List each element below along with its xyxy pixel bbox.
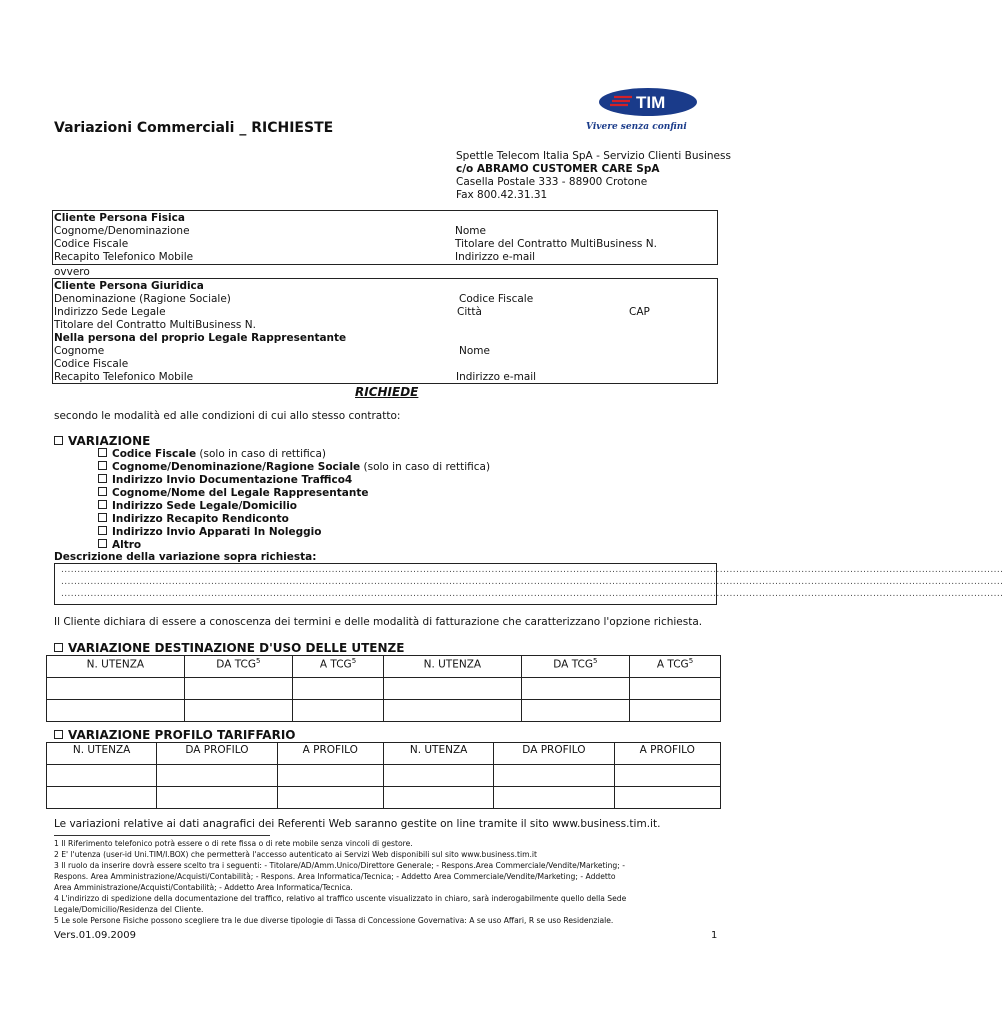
codice-fiscale-rapp-label: Codice Fiscale bbox=[54, 358, 129, 370]
table-cell[interactable] bbox=[630, 678, 721, 700]
column-header: DA PROFILO bbox=[157, 743, 277, 765]
dichiarazione-text: Il Cliente dichiara di essere a conoscenza dei termini e delle modalità di fatturazione che caratterizzano l'opzione richiesta. bbox=[54, 616, 703, 628]
address-line: c/o ABRAMO CUSTOMER CARE SpA bbox=[456, 163, 660, 175]
table-cell[interactable] bbox=[383, 787, 493, 809]
table-cell[interactable] bbox=[494, 765, 614, 787]
footnote: 4 L'indirizzo di spedizione della documentazione del traffico, relativo al traffico uscente visualizzato in chiaro, sarà inderogabilmente quello della Sede bbox=[54, 894, 627, 903]
codice-fiscale-label: Codice Fiscale bbox=[54, 238, 129, 250]
table-cell[interactable] bbox=[277, 765, 383, 787]
column-header: DA TCG$^5$ bbox=[521, 656, 629, 678]
citta-label: Città bbox=[457, 306, 482, 318]
table-cell[interactable] bbox=[184, 678, 292, 700]
destinazione-table bbox=[46, 655, 721, 722]
table-cell[interactable] bbox=[277, 787, 383, 809]
email-label: Indirizzo e-mail bbox=[455, 251, 536, 263]
profilo-section bbox=[54, 728, 296, 742]
table-row bbox=[47, 765, 721, 787]
table-row bbox=[47, 700, 721, 722]
table-cell[interactable] bbox=[521, 700, 629, 722]
option-item: Cognome/Nome del Legale Rappresentante bbox=[98, 487, 490, 500]
cap-label: CAP bbox=[629, 306, 650, 318]
table-cell[interactable] bbox=[157, 765, 277, 787]
table-header-row bbox=[47, 656, 721, 678]
option-item: Indirizzo Sede Legale/Domicilio bbox=[98, 500, 490, 513]
profilo-table bbox=[46, 742, 721, 809]
option-item: Cognome/Denominazione/Ragione Sociale (solo in caso di rettifica) bbox=[98, 461, 490, 474]
column-header: A TCG$^5$ bbox=[293, 656, 384, 678]
column-header: A TCG$^5$ bbox=[630, 656, 721, 678]
table-cell[interactable] bbox=[157, 787, 277, 809]
column-header: N. UTENZA bbox=[47, 656, 185, 678]
column-header: DA PROFILO bbox=[494, 743, 614, 765]
option-item: Indirizzo Invio Documentazione Traffico4 bbox=[98, 474, 490, 487]
footnote-divider bbox=[54, 835, 270, 836]
descrizione-label: Descrizione della variazione sopra richiesta: bbox=[54, 551, 317, 563]
recapito-mobile-label: Recapito Telefonico Mobile bbox=[54, 371, 194, 383]
option-item: Indirizzo Recapito Rendiconto bbox=[98, 513, 490, 526]
page-number: 1 bbox=[711, 930, 718, 941]
nome-label: Nome bbox=[455, 225, 486, 237]
dotted-line: ................................................................................................................................................................................................................................................................................................. bbox=[61, 589, 1003, 599]
indirizzo-sede-label: Indirizzo Sede Legale bbox=[54, 306, 166, 318]
option-checkbox[interactable] bbox=[98, 500, 107, 509]
column-header: N. UTENZA bbox=[383, 656, 521, 678]
option-checkbox[interactable] bbox=[98, 448, 107, 457]
column-header: DA TCG$^5$ bbox=[184, 656, 292, 678]
footnote: 2 E' l'utenza (user-id Uni.TIM/I.BOX) che permetterà l'accesso autenticato ai Servizi Web disponibili sul sito www.business.tim.it bbox=[54, 850, 537, 859]
cognome-denominazione-label: Cognome/Denominazione bbox=[54, 225, 190, 237]
denominazione-label: Denominazione (Ragione Sociale) bbox=[54, 293, 231, 305]
address-line: Casella Postale 333 - 88900 Crotone bbox=[456, 176, 648, 188]
tim-logo bbox=[598, 87, 698, 117]
variazione-checkbox[interactable] bbox=[54, 436, 63, 445]
table-header-row bbox=[47, 743, 721, 765]
option-item: Codice Fiscale (solo in caso di rettifica) bbox=[98, 448, 490, 461]
option-checkbox[interactable] bbox=[98, 461, 107, 470]
ovvero-label: ovvero bbox=[54, 266, 90, 278]
persona-giuridica-heading: Cliente Persona Giuridica bbox=[54, 280, 204, 292]
profilo-checkbox[interactable] bbox=[54, 730, 63, 739]
column-header: N. UTENZA bbox=[47, 743, 157, 765]
footnote: 3 Il ruolo da inserire dovrà essere scelto tra i seguenti: - Titolare/AD/Amm.Unico/Direttore Generale; - Respons.Area Commerciale/Vendite/Marketing; - bbox=[54, 861, 625, 870]
destinazione-heading: VARIAZIONE DESTINAZIONE D'USO DELLE UTENZE bbox=[68, 641, 405, 655]
table-cell[interactable] bbox=[614, 787, 720, 809]
footnote: 1 Il Riferimento telefonico potrà essere o di rete fissa o di rete mobile senza vincoli di gestore. bbox=[54, 839, 413, 848]
table-cell[interactable] bbox=[47, 678, 185, 700]
variazione-options bbox=[98, 448, 490, 552]
table-row bbox=[47, 787, 721, 809]
table-cell[interactable] bbox=[293, 700, 384, 722]
logo-text: TIM bbox=[636, 93, 666, 112]
option-checkbox[interactable] bbox=[98, 539, 107, 548]
table-cell[interactable] bbox=[47, 787, 157, 809]
destinazione-section bbox=[54, 641, 404, 655]
legale-rappresentante-heading: Nella persona del proprio Legale Rappresentante bbox=[54, 332, 347, 344]
table-cell[interactable] bbox=[383, 700, 521, 722]
option-checkbox[interactable] bbox=[98, 474, 107, 483]
richiede-heading: RICHIEDE bbox=[355, 385, 419, 399]
codice-fiscale-label: Codice Fiscale bbox=[459, 293, 534, 305]
table-cell[interactable] bbox=[521, 678, 629, 700]
option-item: Indirizzo Invio Apparati In Noleggio bbox=[98, 526, 490, 539]
web-note: Le variazioni relative ai dati anagrafici dei Referenti Web saranno gestite on line tramite il sito www.business.tim.it. bbox=[54, 818, 661, 830]
footnote: Legale/Domicilio/Residenza del Cliente. bbox=[54, 905, 204, 914]
intro-text: secondo le modalità ed alle condizioni di cui allo stesso contratto: bbox=[54, 410, 401, 422]
column-header: N. UTENZA bbox=[383, 743, 493, 765]
table-cell[interactable] bbox=[383, 678, 521, 700]
column-header: A PROFILO bbox=[277, 743, 383, 765]
option-checkbox[interactable] bbox=[98, 513, 107, 522]
variazione-heading: VARIAZIONE bbox=[68, 434, 151, 448]
version-label: Vers.01.09.2009 bbox=[54, 930, 136, 941]
email-label: Indirizzo e-mail bbox=[456, 371, 537, 383]
table-cell[interactable] bbox=[47, 765, 157, 787]
recapito-mobile-label: Recapito Telefonico Mobile bbox=[54, 251, 194, 263]
profilo-heading: VARIAZIONE PROFILO TARIFFARIO bbox=[68, 728, 296, 742]
option-item: Altro bbox=[98, 539, 490, 552]
table-cell[interactable] bbox=[184, 700, 292, 722]
persona-fisica-heading: Cliente Persona Fisica bbox=[54, 212, 185, 224]
table-cell[interactable] bbox=[630, 700, 721, 722]
option-checkbox[interactable] bbox=[98, 526, 107, 535]
nome-label: Nome bbox=[459, 345, 490, 357]
footnote: Respons. Area Amministrazione/Acquisti/Contabilità; - Respons. Area Informatica/Tecnica; - Addetto Area Commerciale/Vendite/Marketing; - Addetto bbox=[54, 872, 616, 881]
dotted-line: ................................................................................................................................................................................................................................................................................................. bbox=[61, 565, 1003, 575]
table-row bbox=[47, 678, 721, 700]
footnote: Area Amministrazione/Acquisti/Contabilità; - Addetto Area Informatica/Tecnica. bbox=[54, 883, 353, 892]
logo-tagline: Vivere senza confini bbox=[586, 122, 687, 132]
page-title: Variazioni Commerciali _ RICHIESTE bbox=[54, 120, 334, 136]
descrizione-field[interactable] bbox=[54, 563, 1003, 605]
table-cell[interactable] bbox=[383, 765, 493, 787]
variazione-section bbox=[54, 434, 150, 448]
dotted-line: ................................................................................................................................................................................................................................................................................................. bbox=[61, 577, 1003, 587]
column-header: A PROFILO bbox=[614, 743, 720, 765]
destinazione-checkbox[interactable] bbox=[54, 643, 63, 652]
titolare-contratto-label: Titolare del Contratto MultiBusiness N. bbox=[455, 238, 657, 250]
option-checkbox[interactable] bbox=[98, 487, 107, 496]
table-cell[interactable] bbox=[614, 765, 720, 787]
recipient-address bbox=[456, 150, 731, 202]
cognome-label: Cognome bbox=[54, 345, 105, 357]
table-cell[interactable] bbox=[494, 787, 614, 809]
table-cell[interactable] bbox=[47, 700, 185, 722]
footnote: 5 Le sole Persone Fisiche possono scegliere tra le due diverse tipologie di Tassa di Concessione Governativa: A se uso Affari, R se uso Residenziale. bbox=[54, 916, 614, 925]
titolare-contratto-label: Titolare del Contratto MultiBusiness N. bbox=[54, 319, 256, 331]
table-cell[interactable] bbox=[293, 678, 384, 700]
address-line: Spettle Telecom Italia SpA - Servizio Clienti Business bbox=[456, 150, 731, 162]
address-line: Fax 800.42.31.31 bbox=[456, 189, 548, 201]
